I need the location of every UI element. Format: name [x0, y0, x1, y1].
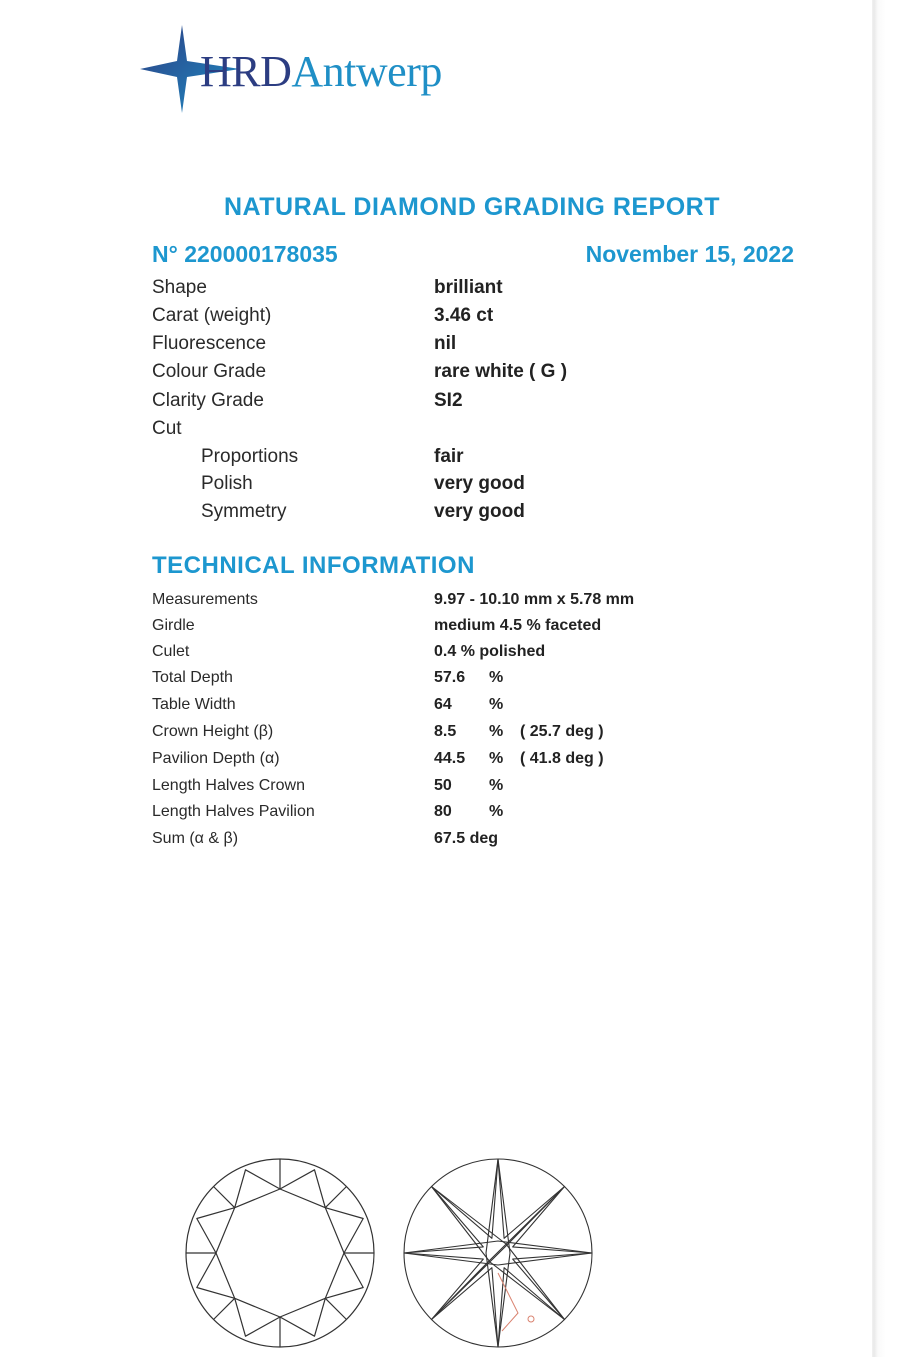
- colour-grade-value: rare white ( G ): [434, 361, 568, 382]
- length-halves-crown-unit: %: [489, 777, 504, 794]
- crown-height-label: Crown Height (β): [152, 723, 274, 740]
- crown-height-value: 8.5: [434, 723, 457, 740]
- total-depth-label: Total Depth: [152, 669, 233, 686]
- report-number: N° 220000178035: [152, 241, 338, 267]
- carat-label: Carat (weight): [152, 305, 272, 326]
- girdle-label: Girdle: [152, 617, 195, 634]
- pavilion-depth-label: Pavilion Depth (α): [152, 750, 280, 767]
- proportions-value: fair: [434, 446, 464, 467]
- report-title: NATURAL DIAMOND GRADING REPORT: [223, 193, 720, 221]
- pavilion-facet-diagram: [398, 1153, 598, 1353]
- colour-grade-label: Colour Grade: [152, 361, 267, 382]
- sum-angles-label: Sum (α & β): [152, 830, 239, 847]
- culet-value: 0.4 % polished: [434, 643, 546, 660]
- symmetry-value: very good: [434, 501, 525, 522]
- shape-value: brilliant: [434, 277, 503, 298]
- clarity-grade-value: SI2: [434, 390, 463, 411]
- logo-hrd: HRD: [200, 47, 292, 96]
- carat-value: 3.46 ct: [434, 305, 494, 326]
- culet-label: Culet: [152, 643, 190, 660]
- fluorescence-label: Fluorescence: [152, 333, 267, 354]
- cut-label: Cut: [152, 418, 182, 439]
- crown-height-unit: %: [489, 723, 504, 740]
- shape-label: Shape: [152, 277, 207, 298]
- length-halves-pavilion-value: 80: [434, 803, 452, 820]
- report-date: November 15, 2022: [585, 241, 794, 267]
- table-width-value: 64: [434, 696, 452, 713]
- fluorescence-value: nil: [434, 333, 457, 354]
- table-width-unit: %: [489, 696, 504, 713]
- measurements-value: 9.97 - 10.10 mm x 5.78 mm: [434, 591, 635, 608]
- length-halves-pavilion-unit: %: [489, 803, 504, 820]
- logo-wordmark: [200, 47, 442, 96]
- symmetry-label: Symmetry: [201, 501, 287, 522]
- crown-height-angle: ( 25.7 deg ): [520, 723, 604, 740]
- proportions-label: Proportions: [201, 446, 299, 467]
- pavilion-depth-unit: %: [489, 750, 504, 767]
- crown-facet-diagram: [180, 1153, 380, 1353]
- total-depth-unit: %: [489, 669, 504, 686]
- pavilion-depth-angle: ( 41.8 deg ): [520, 750, 604, 767]
- length-halves-pavilion-label: Length Halves Pavilion: [152, 803, 315, 820]
- logo-antwerp: Antwerp: [291, 47, 442, 96]
- sum-angles-value: 67.5 deg: [434, 830, 499, 847]
- total-depth-value: 57.6: [434, 669, 466, 686]
- technical-section-title: TECHNICAL INFORMATION: [152, 552, 475, 579]
- polish-value: very good: [434, 473, 525, 494]
- clarity-grade-label: Clarity Grade: [152, 390, 264, 411]
- length-halves-crown-label: Length Halves Crown: [152, 777, 305, 794]
- girdle-value: medium 4.5 % faceted: [434, 617, 602, 634]
- polish-label: Polish: [201, 473, 253, 494]
- table-width-label: Table Width: [152, 696, 236, 713]
- measurements-label: Measurements: [152, 591, 258, 608]
- length-halves-crown-value: 50: [434, 777, 452, 794]
- pavilion-depth-value: 44.5: [434, 750, 466, 767]
